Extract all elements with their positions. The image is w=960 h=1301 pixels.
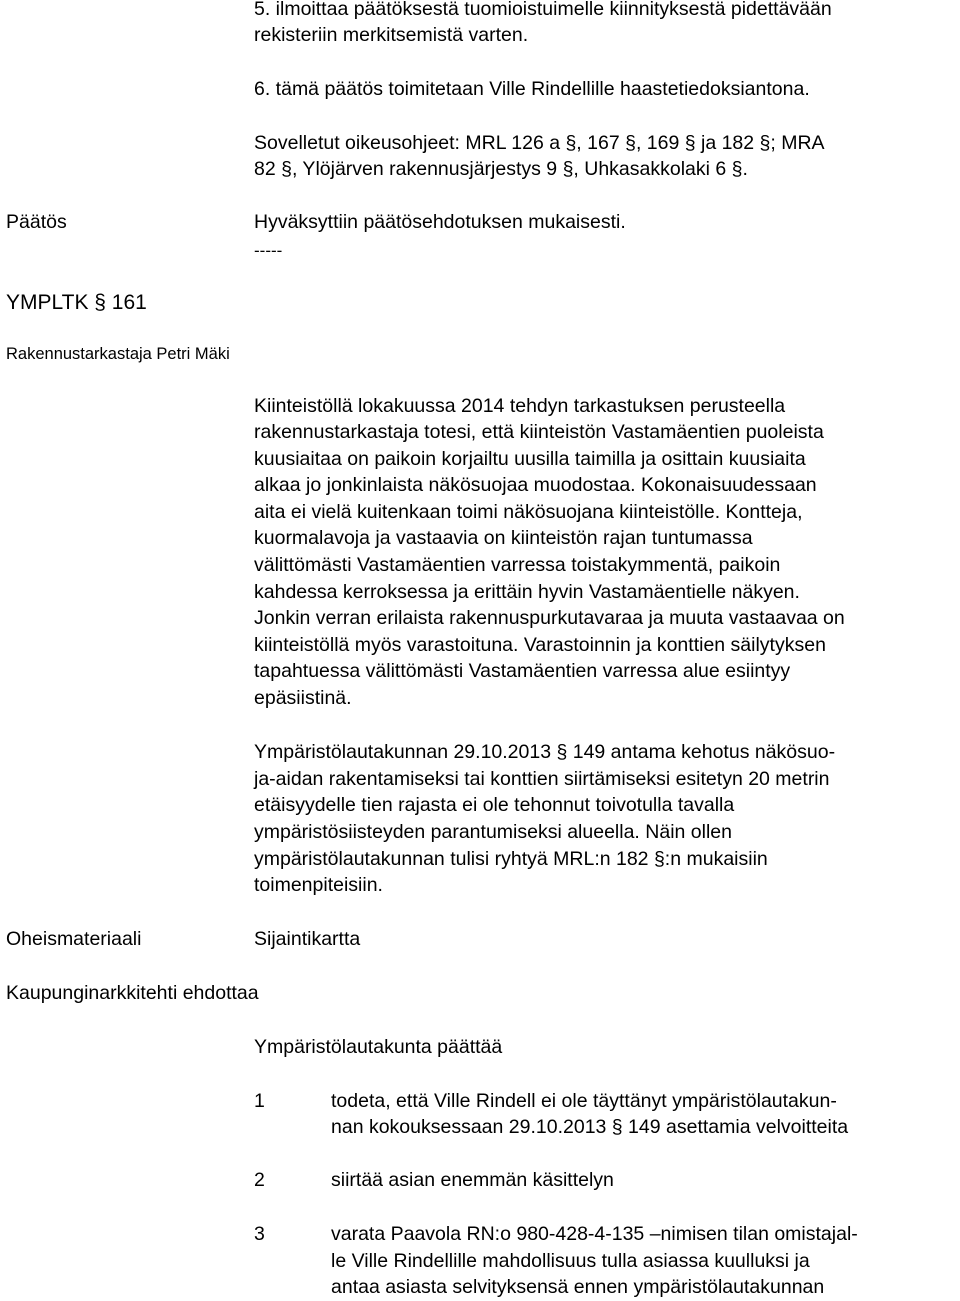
attachment-label: Oheismateriaali	[6, 928, 142, 950]
proposal-item-line: siirtää asian enemmän käsittelyn	[331, 1169, 614, 1191]
list-item-5-line-2: rekisteriin merkitsemistä varten.	[254, 24, 529, 46]
paragraph-line: Kiinteistöllä lokakuussa 2014 tehdyn tarkastuksen perusteella	[254, 395, 786, 417]
paragraph-line: kahdessa kerroksessa ja erittäin hyvin Vastamäentielle näkyen.	[254, 581, 800, 603]
paragraph-line: toimenpiteisiin.	[254, 874, 383, 896]
paragraph-line: välittömästi Vastamäentien varressa toistakymmentä, paikoin	[254, 554, 781, 576]
list-item-5-line-1: 5. ilmoittaa päätöksestä tuomioistuimelle kiinnityksestä pidettävään	[254, 0, 832, 20]
decision-label: Päätös	[6, 211, 67, 233]
paragraph-line: ympäristösiisteyden parantumiseksi alueella. Näin ollen	[254, 821, 732, 843]
section-separator: -----	[254, 241, 283, 260]
applied-laws-line-1: Sovelletut oikeusohjeet: MRL 126 a §, 167 §, 169 § ja 182 §; MRA	[254, 132, 825, 154]
paragraph-line: Jonkin verran erilaista rakennuspurkutavaraa ja muuta vastaavaa on	[254, 607, 845, 629]
proposal-item-line: le Ville Rindellille mahdollisuus tulla asiassa kuulluksi ja	[331, 1250, 810, 1272]
proposal-item-line: nan kokouksessaan 29.10.2013 § 149 asettamia velvoitteita	[331, 1116, 849, 1138]
paragraph-line: tapahtuessa välittömästi Vastamäentien varressa alue esiintyy	[254, 660, 791, 682]
paragraph-line: rakennustarkastaja totesi, että kiinteistön Vastamäentien puoleista	[254, 421, 824, 443]
paragraph-line: aita ei vielä kuitenkaan toimi näkösuojana kiinteistölle. Kontteja,	[254, 501, 803, 523]
paragraph-line: etäisyydelle tien rajasta ei ole tehonnut toivotulla tavalla	[254, 794, 735, 816]
decision-text: Hyväksyttiin päätösehdotuksen mukaisesti.	[254, 211, 626, 233]
paragraph-line: alkaa jo jonkinlaista näkösuojaa muodostaa. Kokonaisuudessaan	[254, 474, 817, 496]
preparer-name: Rakennustarkastaja Petri Mäki	[6, 345, 230, 363]
paragraph-line: kuormalavoja ja vastaavia on kiinteistön rajan tuntumassa	[254, 527, 753, 549]
proposal-item-line: varata Paavola RN:o 980-428-4-135 –nimisen tilan omistajal-	[331, 1223, 858, 1245]
proposal-item-line: antaa asiasta selvityksensä ennen ympäristölautakunnan	[331, 1276, 825, 1298]
attachment-value: Sijaintikartta	[254, 928, 361, 950]
proposal-item-number: 3	[254, 1223, 265, 1245]
applied-laws-line-2: 82 §, Ylöjärven rakennusjärjestys 9 §, Uhkasakkolaki 6 §.	[254, 158, 748, 180]
proposal-label: Kaupunginarkkitehti ehdottaa	[6, 982, 259, 1004]
paragraph-line: kuusiaitaa on paikoin korjailtu uusilla taimilla ja osittain kuusiaita	[254, 448, 806, 470]
proposal-item-number: 1	[254, 1090, 265, 1112]
meeting-section-header: YMPLTK § 161	[6, 291, 147, 314]
paragraph-line: ympäristölautakunnan tulisi ryhtyä MRL:n 182 §:n mukaisiin	[254, 848, 768, 870]
paragraph-line: ja-aidan rakentamiseksi tai konttien siirtämiseksi esitetyn 20 metrin	[254, 768, 830, 790]
proposal-item-number: 2	[254, 1169, 265, 1191]
paragraph-line: kiinteistöllä myös varastoituna. Varastoinnin ja konttien säilytyksen	[254, 634, 826, 656]
paragraph-line: epäsiistinä.	[254, 687, 352, 709]
paragraph-line: Ympäristölautakunnan 29.10.2013 § 149 antama kehotus näkösuo-	[254, 741, 836, 763]
proposal-item-line: todeta, että Ville Rindell ei ole täyttänyt ympäristölautakun-	[331, 1090, 837, 1112]
list-item-6: 6. tämä päätös toimitetaan Ville Rindellille haastetiedoksiantona.	[254, 78, 810, 100]
proposal-intro: Ympäristölautakunta päättää	[254, 1036, 503, 1058]
